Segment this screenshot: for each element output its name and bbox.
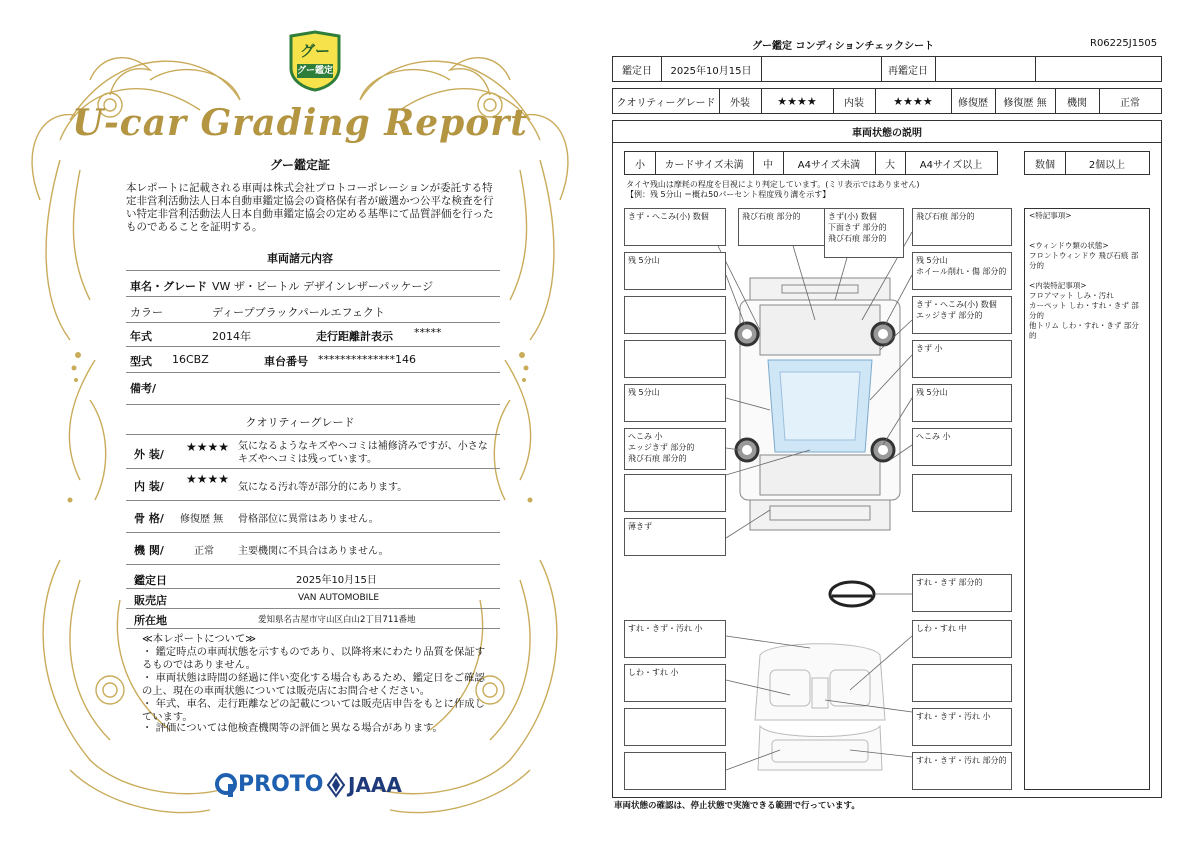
tire-note-example: 【例：残 5分山 ＝概ね50パーセント程度残り溝を示す】	[626, 190, 831, 199]
callout-passenger-seat: しわ・すれ 小	[624, 664, 726, 702]
notes-title: ≪本レポートについて≫	[142, 633, 257, 645]
report-title: U-car Grading Report	[72, 102, 528, 144]
window-heading: <ウィンドウ類の状態>	[1029, 241, 1109, 250]
callout-blank	[624, 708, 726, 746]
condition-title: 車両状態の説明	[613, 121, 1161, 143]
note-item: ・ 車両状態は時間の経過に伴い変化する場合もあるため、鑑定日をご確認の上、現在の車両状態については販売店にお問合せください。	[142, 672, 485, 697]
spec-chassis-key: 車台番号	[264, 355, 308, 368]
callout-blank	[624, 340, 726, 378]
callout-front-bumper: きず(小) 数個 下面きず 部分的 飛び石痕 部分的	[824, 208, 904, 258]
note-item: ・ 年式、車名、走行距離などの記載については販売店申告をもとに作成しています。	[142, 698, 485, 723]
divider	[126, 346, 500, 347]
grade-exterior-desc: 気になるようなキズやヘコミは補修済みですが、小さなキズやヘコミは残っています。	[238, 441, 488, 465]
note-item: ・ 評価については他検査機関等の評価と異なる場合があります。	[142, 722, 443, 734]
callout-dashboard: すれ・きず・汚れ 小	[624, 620, 726, 658]
interior-stars: ★★★★	[893, 94, 933, 108]
date-value: 2025年10月15日	[670, 65, 752, 77]
certificate-body: 本レポートに記載される車両は株式会社プロトコーポレーションが委託する特定非営利活動法人日本自動車鑑定協会の資格保有者が厳選かつ公平な検査を行い特定非営利活動法人日本自動車鑑定協会の定める基準にて品質評価を行ったものであることを証明する。	[126, 182, 494, 233]
callout-tire-front-right: 残 5分山 ホイール削れ・傷 部分的	[912, 252, 1012, 290]
specs-title: 車両諸元内容	[267, 252, 333, 265]
spec-model-value: 16CBZ	[172, 353, 209, 366]
note-item: ・ 鑑定時点の車両状態を示すものであり、以降将来にわたり品質を保証するものではありません。	[142, 646, 486, 671]
redate-key: 再鑑定日	[888, 65, 928, 77]
spec-name-value: VW ザ・ビートル デザインレザーパッケージ	[212, 280, 434, 293]
jaaa-mark-icon	[326, 772, 346, 798]
legend-small-desc: カードサイズ未満	[664, 159, 744, 171]
spacer	[1029, 221, 1145, 231]
callout-right-rear-door: きず 小	[912, 340, 1012, 378]
grade-frame-key: 骨 格/	[134, 512, 164, 525]
divider	[126, 434, 500, 435]
grade-key: クオリティーグレード	[616, 97, 716, 109]
proto-logo	[214, 770, 324, 800]
divider	[126, 532, 500, 533]
legend-count-value: 2個以上	[1088, 159, 1126, 171]
callout-rear-seat: すれ・きず・汚れ 部分的	[912, 752, 1012, 790]
callout-left-rear: へこみ 小 エッジきず 部分的 飛び石痕 部分的	[624, 428, 726, 470]
legend-count-key: 数個	[1035, 159, 1055, 171]
spec-model-key: 型式	[130, 355, 152, 368]
engine-value: 正常	[1120, 97, 1140, 109]
repair-value: 修復歴 無	[1003, 97, 1047, 109]
tire-note: タイヤ残山は摩耗の程度を目視により判定しています。(ミリ表示ではありません)	[626, 180, 920, 189]
legend-large-desc: A4サイズ以上	[919, 159, 983, 171]
special-notes	[1024, 208, 1150, 790]
spec-mileage-value: *****	[414, 326, 442, 339]
engine-key: 機関	[1067, 97, 1087, 109]
svg-text:グー: グー	[299, 42, 331, 60]
callout-steering: すれ・きず 部分的	[912, 574, 1012, 612]
spec-chassis-value: **************146	[318, 353, 416, 366]
interior-note: フロアマット しみ・汚れ	[1029, 291, 1114, 300]
callout-blank	[912, 664, 1012, 702]
interior-key: 内装	[844, 97, 864, 109]
grade-interior-desc: 気になる汚れ等が部分的にあります。	[238, 482, 408, 493]
spec-color-value: ディープブラックパールエフェクト	[212, 306, 385, 319]
date-key: 鑑定日	[134, 574, 167, 587]
divider	[126, 608, 500, 609]
callout-blank	[912, 474, 1012, 512]
address-key: 所在地	[134, 614, 167, 627]
callout-front-left: きず・へこみ(小) 数個	[624, 208, 726, 246]
proto-mark-icon	[214, 772, 238, 798]
divider	[126, 322, 500, 323]
divider	[126, 372, 500, 373]
legend-medium: 中	[763, 159, 773, 171]
callout-hood: 飛び石痕 部分的	[738, 208, 830, 246]
proto-logo-text: PROTO	[238, 772, 324, 797]
grade-exterior-key: 外 装/	[134, 448, 164, 461]
sheet-title: グー鑑定 コンディションチェックシート	[752, 41, 935, 52]
divider	[126, 404, 500, 405]
spec-remarks-key: 備考/	[130, 382, 157, 395]
shop-value: VAN AUTOMOBILE	[298, 593, 380, 603]
divider	[126, 500, 500, 501]
legend-large: 大	[885, 159, 895, 171]
spacer	[1029, 271, 1145, 281]
grade-engine-desc: 主要機関に不具合はありません。	[238, 546, 389, 557]
grade-frame-desc: 骨格部位に異常はありません。	[238, 514, 379, 525]
divider	[126, 468, 500, 469]
jaaa-logo-text: JAAA	[348, 773, 402, 797]
callout-blank	[624, 752, 726, 790]
spec-name-key: 車名・グレード	[130, 280, 207, 293]
exterior-stars: ★★★★	[777, 94, 817, 108]
sheet-footer-note: 車両状態の確認は、停止状態で実施できる範囲で行っています。	[614, 801, 860, 811]
special-notes-title: <特記事項>	[1029, 211, 1072, 220]
callout-blank	[624, 474, 726, 512]
divider	[126, 588, 500, 589]
shop-key: 販売店	[134, 594, 167, 607]
callout-driver-seat: しわ・すれ 中	[912, 620, 1012, 658]
spec-year-value: 2014年	[212, 330, 251, 343]
repair-key: 修復歴	[958, 97, 988, 109]
grade-title: クオリティーグレード	[245, 416, 355, 429]
callout-tire-rear-right: 残 5分山	[912, 384, 1012, 422]
spec-mileage-key: 走行距離計表示	[316, 330, 393, 343]
divider	[126, 564, 500, 565]
interior-note: カーペット しわ・すれ・きず 部分的	[1029, 301, 1139, 320]
callout-tire-front-left: 残 5分山	[624, 252, 726, 290]
sheet-id: R06225J1505	[1090, 38, 1158, 49]
interior-heading: <内装特記事項>	[1029, 281, 1087, 290]
divider	[126, 296, 500, 297]
legend-small: 小	[635, 159, 645, 171]
condition-check-sheet	[600, 0, 1200, 848]
grade-frame-value: 修復歴 無	[180, 514, 224, 525]
interior-note: 他トリム しわ・すれ・きず 部分的	[1029, 321, 1139, 340]
grade-engine-value: 正常	[194, 546, 214, 557]
grade-exterior-stars: ★★★★	[186, 440, 230, 454]
callout-rear-bumper: 薄きず	[624, 518, 726, 556]
callout-tire-rear-left: 残 5分山	[624, 384, 726, 422]
spec-color-key: カラー	[130, 306, 163, 319]
divider	[126, 628, 500, 629]
legend-medium-desc: A4サイズ未満	[797, 159, 861, 171]
callout-blank	[624, 296, 726, 334]
callout-front-right: 飛び石痕 部分的	[912, 208, 1012, 246]
date-value: 2025年10月15日	[296, 575, 377, 586]
divider	[126, 270, 500, 271]
badge-label: グー鑑定	[297, 66, 334, 76]
exterior-key: 外装	[730, 97, 750, 109]
spec-year-key: 年式	[130, 330, 152, 343]
redate-key: 鑑定日	[622, 65, 652, 77]
jaaa-logo	[326, 770, 416, 800]
certificate-title: グー鑑定証	[269, 158, 330, 172]
goo-kantei-badge	[287, 30, 343, 92]
grade-engine-key: 機 関/	[134, 544, 164, 557]
address-value: 愛知県名古屋市守山区白山2丁目711番地	[258, 615, 416, 625]
callout-right-front-door: きず・へこみ(小) 数個 エッジきず 部分的	[912, 296, 1012, 334]
grade-interior-stars: ★★★★	[186, 472, 230, 486]
callout-right-rear: へこみ 小	[912, 428, 1012, 466]
grade-interior-key: 内 装/	[134, 480, 164, 493]
window-note: フロントウィンドウ 飛び石痕 部分的	[1029, 251, 1139, 270]
callout-console: すれ・きず・汚れ 小	[912, 708, 1012, 746]
